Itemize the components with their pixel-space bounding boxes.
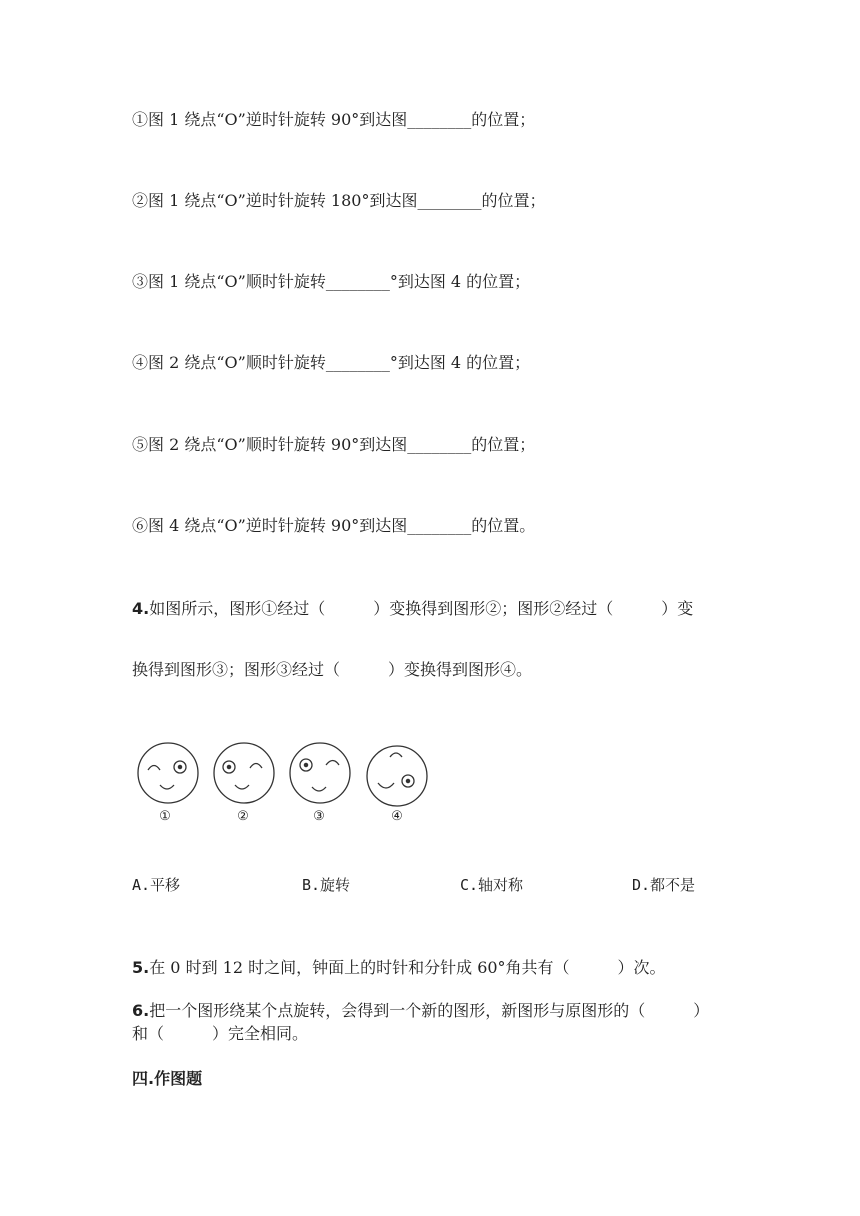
question-6-line-2: 和（ ）完全相同。 — [132, 1024, 309, 1043]
option-d: D.都不是 — [632, 876, 696, 894]
question-5-text: 在 0 时到 12 时之间，钟面上的时针和分针成 60°角共有（ ）次。 — [149, 958, 666, 977]
question-4-text-1: 如图所示，图形①经过（ ）变换得到图形②；图形②经过（ ）变 — [149, 599, 694, 618]
question-5-number: 5. — [132, 958, 150, 977]
sub-item-3: ③图 1 绕点“O”顺时针旋转________°到达图 4 的位置； — [132, 272, 531, 291]
question-6-text-1: 把一个图形绕某个点旋转，会得到一个新的图形，新图形与原图形的（ ） — [149, 1001, 710, 1020]
sub-item-4: ④图 2 绕点“O”顺时针旋转________°到达图 4 的位置； — [132, 353, 531, 372]
question-4-line-1 — [132, 596, 693, 619]
sub-item-2: ②图 1 绕点“O”逆时针旋转 180°到达图________的位置； — [132, 191, 546, 210]
figure-label-4: ④ — [391, 809, 403, 824]
option-a: A.平移 — [132, 876, 181, 894]
question-6-number: 6. — [132, 1001, 150, 1020]
sub-item-1: ①图 1 绕点“O”逆时针旋转 90°到达图________的位置； — [132, 110, 536, 129]
figure-label-3: ③ — [313, 809, 325, 824]
question-5 — [132, 955, 666, 978]
sub-item-5: ⑤图 2 绕点“O”顺时针旋转 90°到达图________的位置； — [132, 435, 536, 454]
question-4-number: 4. — [132, 599, 150, 618]
option-b: B.旋转 — [302, 876, 351, 894]
question-4-line-2: 换得到图形③；图形③经过（ ）变换得到图形④。 — [132, 660, 533, 679]
section-title: 四.作图题 — [132, 1069, 203, 1088]
sub-item-6: ⑥图 4 绕点“O”逆时针旋转 90°到达图________的位置。 — [132, 516, 536, 535]
face-1 — [138, 743, 198, 803]
figure-label-2: ② — [237, 809, 249, 824]
face-3 — [290, 743, 350, 803]
face-2 — [214, 743, 274, 803]
face-4 — [367, 746, 427, 806]
option-c: C.轴对称 — [460, 876, 524, 894]
question-6-line-1 — [132, 998, 709, 1021]
figure-label-1: ① — [159, 809, 171, 824]
